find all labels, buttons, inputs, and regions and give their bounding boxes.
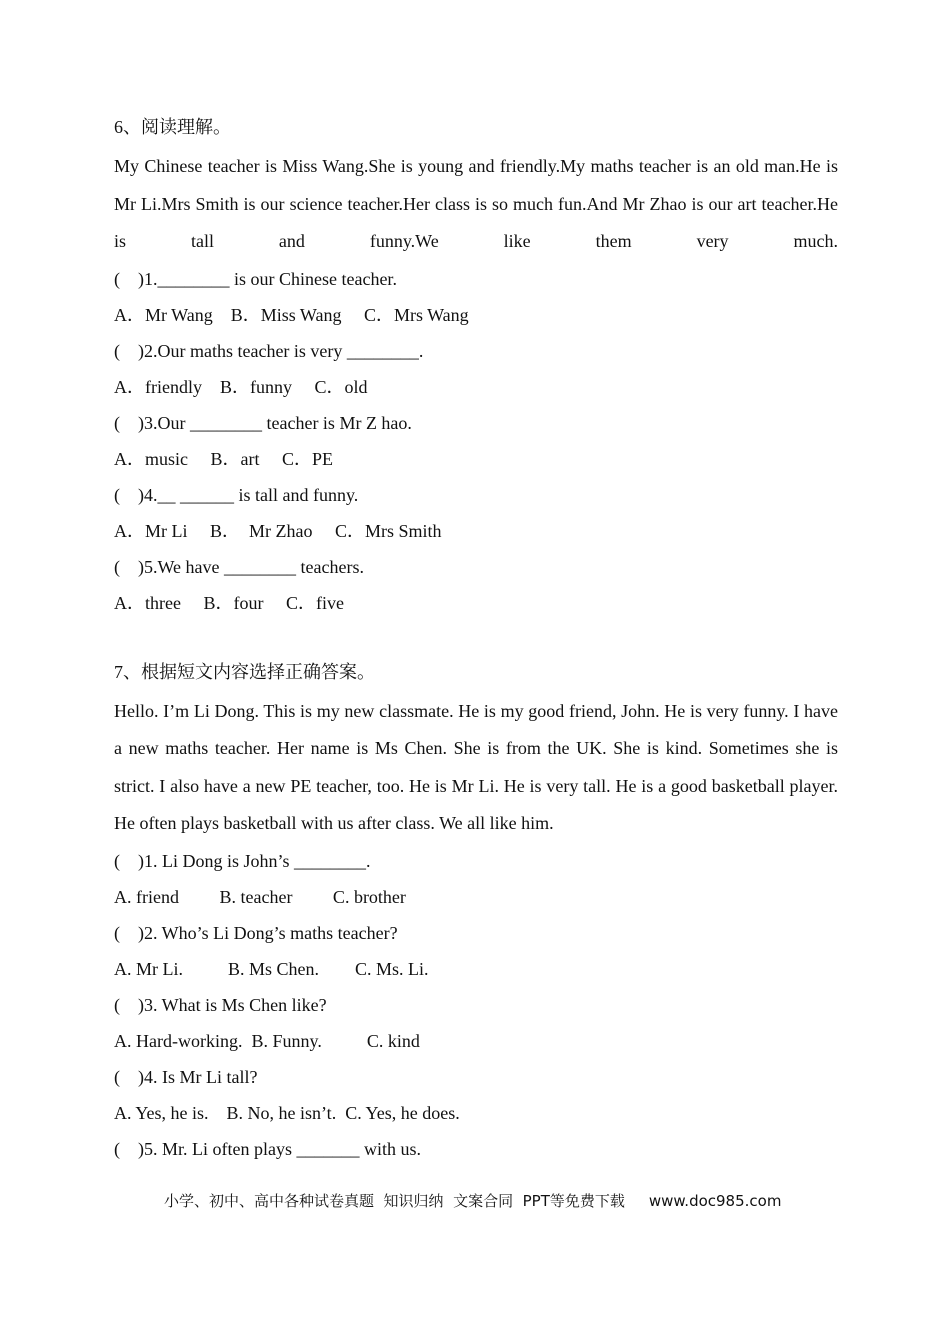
s6-options-2: A．friendly B．funny C．old	[114, 376, 368, 397]
worksheet-content	[114, 112, 838, 1167]
footer-url[interactable]: www.doc985.com	[648, 1192, 782, 1210]
s6-question-5: ( )5.We have ________ teachers.	[114, 556, 364, 577]
s7-question-1: ( )1. Li Dong is John’s ________.	[114, 850, 371, 871]
s6-options-4: A．Mr Li B． Mr Zhao C．Mrs Smith	[114, 520, 442, 541]
section-6-title: 6、阅读理解。	[114, 117, 231, 137]
s7-options-1: A. friend B. teacher C. brother	[114, 886, 406, 907]
section-7-passage: Hello. I’m Li Dong. This is my new classmate. He is my good friend, John. He is very funny. I have a new maths teacher. Her name is Ms Chen. She is from the UK. She is kind. Sometimes she is strict. I also have a new PE teacher, too. He is Mr Li. He is very tall. He is a good basketball player. He often plays basketball with us after class. We all like him.	[114, 700, 838, 833]
s7-question-4: ( )4. Is Mr Li tall?	[114, 1066, 258, 1087]
s6-options-3: A．music B．art C．PE	[114, 448, 333, 469]
s7-options-2: A. Mr Li. B. Ms Chen. C. Ms. Li.	[114, 958, 429, 979]
s6-question-2: ( )2.Our maths teacher is very ________.	[114, 340, 424, 361]
s7-options-3: A. Hard-working. B. Funny. C. kind	[114, 1030, 420, 1051]
s6-options-1: A．Mr Wang B．Miss Wang C．Mrs Wang	[114, 304, 469, 325]
section-gap	[114, 621, 838, 657]
section-7-title: 7、根据短文内容选择正确答案。	[114, 661, 375, 682]
s7-question-5: ( )5. Mr. Li often plays _______ with us.	[114, 1138, 421, 1159]
s7-question-3: ( )3. What is Ms Chen like?	[114, 994, 327, 1015]
s6-question-3: ( )3.Our ________ teacher is Mr Z hao.	[114, 412, 412, 433]
s7-options-4: A. Yes, he is. B. No, he isn’t. C. Yes, he does.	[114, 1102, 460, 1123]
s6-question-4: ( )4.__ ______ is tall and funny.	[114, 484, 359, 505]
footer-text: 小学、初中、高中各种试卷真题 知识归纳 文案合同 PPT等免费下载	[164, 1192, 625, 1210]
page-footer	[164, 1190, 781, 1211]
s7-question-2: ( )2. Who’s Li Dong’s maths teacher?	[114, 922, 398, 943]
s6-question-1: ( )1.________ is our Chinese teacher.	[114, 268, 397, 289]
s6-options-5: A．three B．four C．five	[114, 592, 344, 613]
section-6-passage: My Chinese teacher is Miss Wang.She is young and friendly.My maths teacher is an old man.He is Mr Li.Mrs Smith is our science teacher.Her class is so much fun.And Mr Zhao is our art teacher.He is tall and funny.We like them very much.	[114, 156, 838, 251]
